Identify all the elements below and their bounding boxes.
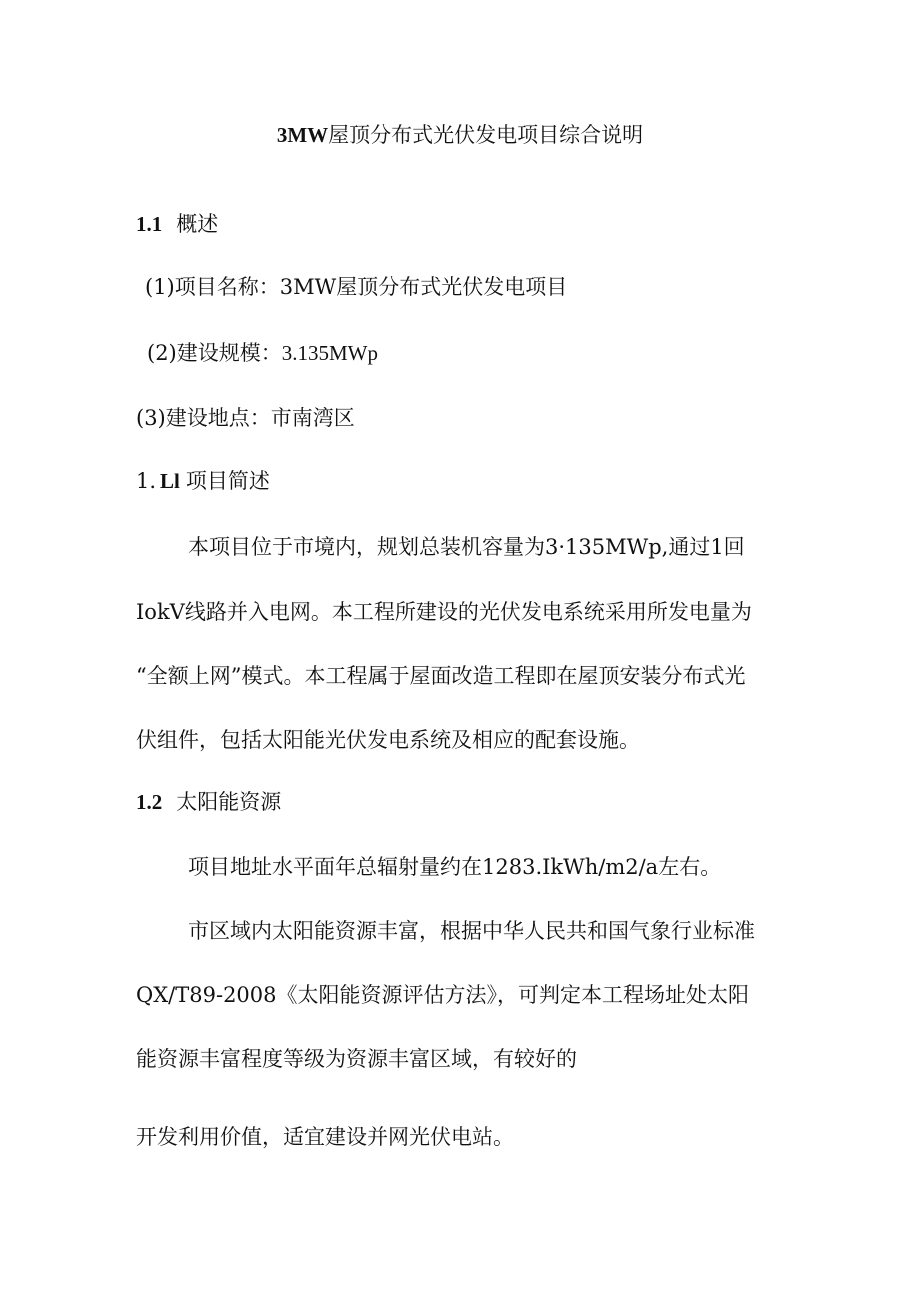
paragraph-line: “全额上网”模式。本工程属于屋面改造工程即在屋顶安装分布式光 xyxy=(136,664,746,688)
section-number: 1.1 xyxy=(136,212,163,236)
section-heading-1-2 xyxy=(136,788,281,816)
paragraph-line: 市区域内太阳能资源丰富，根据中华人民共和国气象行业标准 xyxy=(188,919,755,943)
section-number: 1.2 xyxy=(136,790,163,814)
item-value: 市南湾区 xyxy=(270,406,355,430)
section-title: 太阳能资源 xyxy=(176,790,282,814)
paragraph-line: IokV线路并入电网。本工程所建设的光伏发电系统采用所发电量为 xyxy=(136,600,752,624)
paragraph-line: 能资源丰富程度等级为资源丰富区域，有较好的 xyxy=(136,1047,577,1071)
item-label: (3)建设地点： xyxy=(136,406,271,430)
title-text: 屋顶分布式光伏发电项目综合说明 xyxy=(328,123,644,147)
subsection-bold: Ll xyxy=(160,469,180,493)
document-title xyxy=(0,121,920,149)
section-heading-1-1 xyxy=(136,210,218,238)
item-construction-scale xyxy=(147,339,378,367)
item-construction-site xyxy=(136,404,355,432)
paragraph-line: 本项目位于市境内，规划总装机容量为3·135MWp,通过1回 xyxy=(188,535,745,559)
subsection-heading-1-1-1 xyxy=(136,467,270,495)
item-label: (2)建设规模： xyxy=(147,341,282,365)
item-value: 3.135MWp xyxy=(281,341,378,365)
paragraph-line: 开发利用价值，适宜建设并网光伏电站。 xyxy=(136,1125,514,1149)
section-title: 概述 xyxy=(176,212,219,236)
paragraph-line: 项目地址水平面年总辐射量约在1283.IkWh∕m2∕a左右。 xyxy=(188,855,722,879)
item-project-name xyxy=(145,273,567,301)
subsection-title: 项目简述 xyxy=(185,469,270,493)
item-label: (1)项目名称： xyxy=(145,275,280,299)
paragraph-line: 伏组件，包括太阳能光伏发电系统及相应的配套设施。 xyxy=(136,728,640,752)
title-capacity: 3MW xyxy=(276,123,329,147)
item-value: 3MW屋顶分布式光伏发电项目 xyxy=(279,275,568,299)
paragraph-line: QX/T89-2008《太阳能资源评估方法》，可判定本工程场址处太阳 xyxy=(136,983,750,1007)
subsection-prefix: 1. xyxy=(136,469,157,493)
